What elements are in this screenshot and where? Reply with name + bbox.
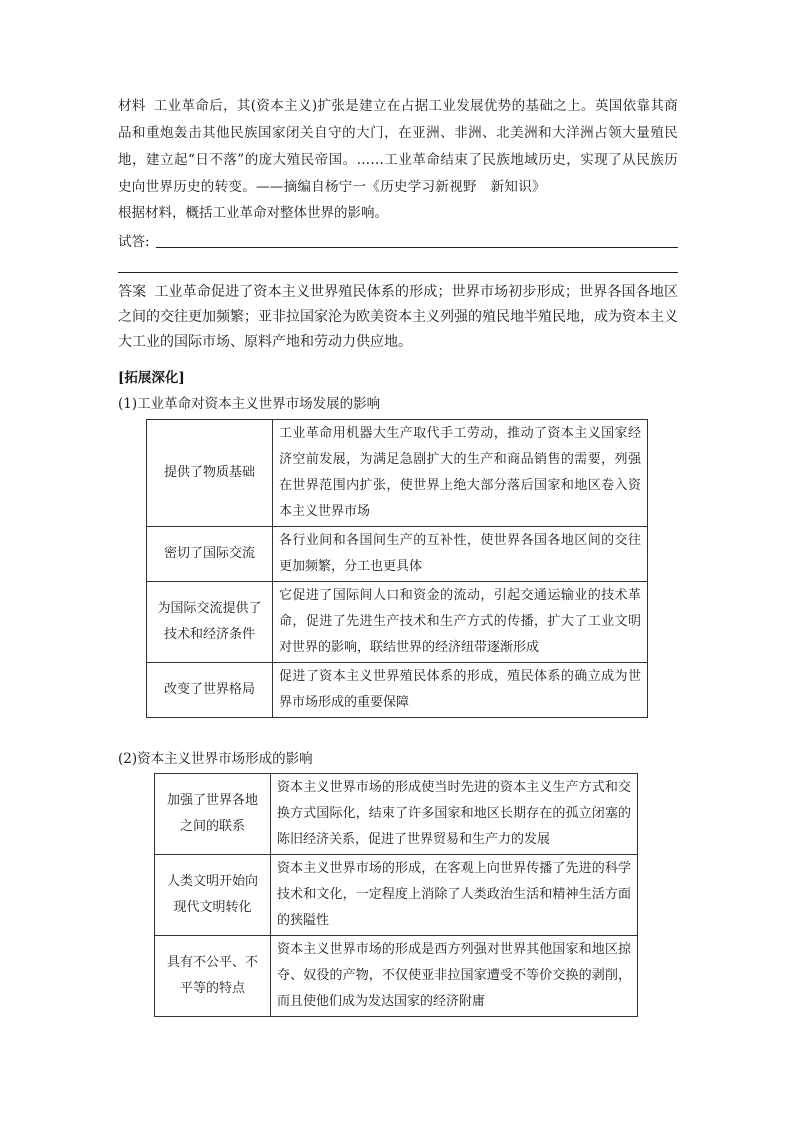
material-text: 工业革命后，其(资本主义)扩张是建立在占据工业发展优势的基础之上。英国依靠其商品和重炮轰击其他民族国家闭关自守的大门，在亚洲、非洲、北美洲和大洋洲占领大量殖民地，建立起“日不落”的庞大殖民帝国。……工业革命结束了民族地域历史，实现了从民族历史向世界历史的转变。——摘编自杨宁一《历史学习新视野 新知识》 <box>118 98 678 195</box>
answer-paragraph <box>118 280 678 355</box>
table-key-cell: 改变了世界格局 <box>147 663 273 718</box>
table-key-cell: 加强了世界各地之间的联系 <box>155 774 271 855</box>
question-prompt: 根据材料，概括工业革命对整体世界的影响。 <box>118 205 388 221</box>
section1-title: (1)工业革命对资本主义世界市场发展的影响 <box>118 396 381 412</box>
material-paragraph <box>118 93 678 201</box>
table-row <box>155 936 638 1017</box>
trial-answer-field[interactable] <box>118 228 678 250</box>
table-value-cell: 资本主义世界市场的形成使当时先进的资本主义生产方式和交换方式国际化，结束了许多国家和地区长期存在的孤立闭塞的陈旧经济关系，促进了世界贸易和生产力的发展 <box>271 774 638 855</box>
table-key-cell: 提供了物质基础 <box>147 420 273 527</box>
table-key-cell: 为国际交流提供了技术和经济条件 <box>147 582 273 663</box>
table-value-cell: 资本主义世界市场的形成是西方列强对世界其他国家和地区掠夺、奴役的产物，不仅使亚非拉国家遭受不等价交换的剥削，而且使他们成为发达国家的经济附庸 <box>271 936 638 1017</box>
table-value-cell: 它促进了国际间人口和资金的流动，引起交通运输业的技术革命，促进了先进生产技术和生产方式的传播，扩大了工业文明对世界的影响，联结世界的经济纽带逐渐形成 <box>273 582 648 663</box>
table-row <box>155 855 638 936</box>
table-value-cell: 各行业间和各国间生产的互补性，使世界各国各地区间的交往更加频繁，分工也更具体 <box>273 527 648 582</box>
table-row <box>147 527 648 582</box>
table-value-cell: 促进了资本主义世界殖民体系的形成，殖民体系的确立成为世界市场形成的重要保障 <box>273 663 648 718</box>
table-row <box>147 663 648 718</box>
table-value-cell: 工业革命用机器大生产取代手工劳动，推动了资本主义国家经济空前发展，为满足急剧扩大的生产和商品销售的需要，列强在世界范围内扩张，使世界上绝大部分落后国家和地区卷入资本主义世界市场 <box>273 420 648 527</box>
table-key-cell: 人类文明开始向现代文明转化 <box>155 855 271 936</box>
section1-table <box>146 419 648 718</box>
table-row <box>147 420 648 527</box>
table-row <box>155 774 638 855</box>
answer-underline-2[interactable] <box>118 272 678 273</box>
trial-answer-label: 试答: <box>118 234 150 250</box>
material-label: 材料 <box>118 98 146 114</box>
section2-table <box>154 773 638 1017</box>
answer-text: 工业革命促进了资本主义世界殖民体系的形成；世界市场初步形成；世界各国各地区之间的交往更加频繁；亚非拉国家沦为欧美资本主义列强的殖民地半殖民地，成为资本主义大工业的国际市场、原料产地和劳动力供应地。 <box>118 284 679 350</box>
table-key-cell: 具有不公平、不平等的特点 <box>155 936 271 1017</box>
answer-label: 答案 <box>118 284 147 300</box>
expand-heading: [拓展深化] <box>118 370 185 386</box>
table-row <box>147 582 648 663</box>
table-key-cell: 密切了国际交流 <box>147 527 273 582</box>
table-value-cell: 资本主义世界市场的形成，在客观上向世界传播了先进的科学技术和文化，一定程度上消除了人类政治生活和精神生活方面的狭隘性 <box>271 855 638 936</box>
answer-underline[interactable] <box>156 247 678 248</box>
section2-title: (2)资本主义世界市场形成的影响 <box>118 751 313 767</box>
